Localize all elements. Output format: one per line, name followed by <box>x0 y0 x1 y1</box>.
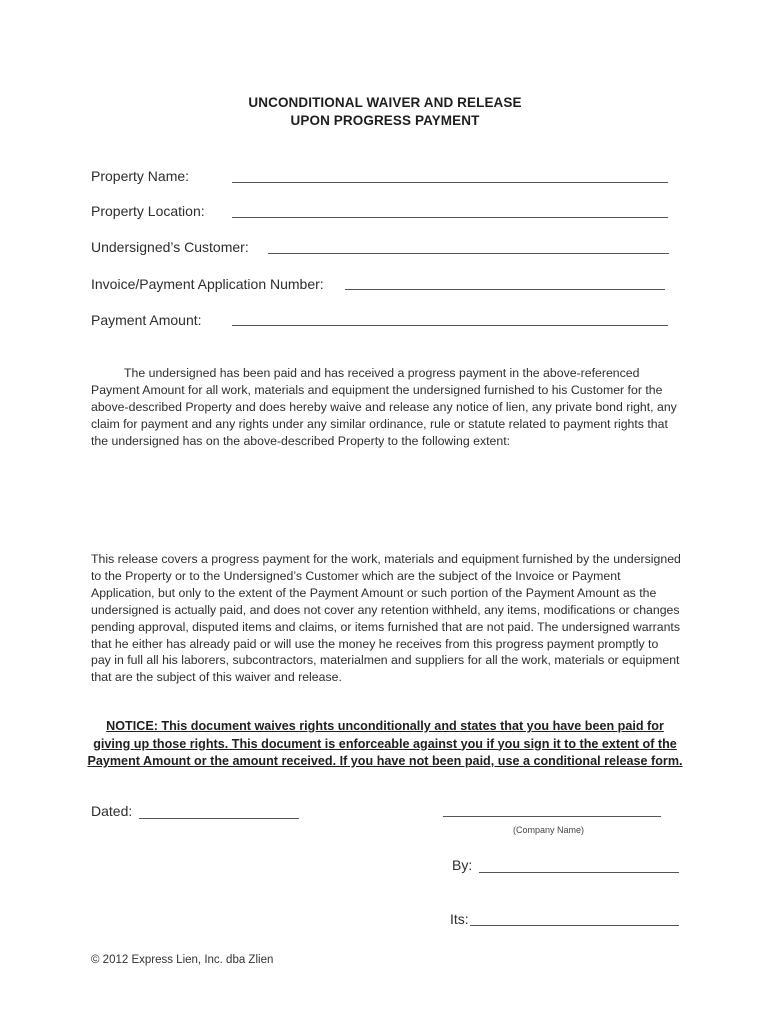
property-location-label: Property Location: <box>91 203 205 219</box>
dated-field[interactable] <box>139 818 299 819</box>
its-title-field[interactable] <box>470 925 679 926</box>
payment-amount-field[interactable] <box>232 325 668 326</box>
by-signature-field[interactable] <box>479 872 679 873</box>
company-name-field[interactable] <box>443 816 661 817</box>
invoice-number-field[interactable] <box>345 289 665 290</box>
property-location-field[interactable] <box>232 217 668 218</box>
dated-label: Dated: <box>91 803 133 819</box>
document-title-line-2: UPON PROGRESS PAYMENT <box>290 113 480 128</box>
customer-field[interactable] <box>268 253 669 254</box>
by-label: By: <box>452 857 473 873</box>
property-name-field[interactable] <box>232 182 668 183</box>
its-label: Its: <box>450 911 469 927</box>
payment-amount-label: Payment Amount: <box>91 312 202 328</box>
document-title-line-1: UNCONDITIONAL WAIVER AND RELEASE <box>248 95 522 110</box>
copyright-footer: © 2012 Express Lien, Inc. dba Zlien <box>91 954 274 966</box>
release-coverage-paragraph: This release covers a progress payment for the work, materials and equipment furnished by the undersigned to the Property or to the Undersigned’s Customer which are the subject of the Invoice or Payment Application, but only to the extent of the Payment Amount or such portion of the Payment Amount as the undersigned is actually paid, and does not cover any retention withheld, any items, modifications or changes pending approval, disputed items and claims, or items furnished that are not paid. The undersigned warrants that he either has already paid or will use the money he receives from this progress payment promptly to pay in full all his laborers, subcontractors, materialmen and suppliers for all the work, materials or equipment that are the subject of this waiver and release. <box>91 552 681 685</box>
property-name-label: Property Name: <box>91 168 190 184</box>
customer-label: Undersigned’s Customer: <box>91 239 249 255</box>
company-name-caption: (Company Name) <box>513 825 585 835</box>
waiver-paragraph: The undersigned has been paid and has received a progress payment in the above-referenced Payment Amount for all work, materials and equipment the undersigned furnished to his Customer for the above-described Property and does hereby waive and release any notice of lien, any private bond right, any claim for payment and any rights under any similar ordinance, rule or statute related to payment rights that the undersigned has on the above-described Property to the following extent: <box>91 366 677 448</box>
invoice-number-label: Invoice/Payment Application Number: <box>91 276 324 292</box>
notice-text: NOTICE: This document waives rights unconditionally and states that you have been paid for giving up those rights. This document is enforceable against you if you sign it to the extent of the Payment Amount or the amount received. If you have not been paid, use a conditional release form. <box>87 719 683 768</box>
